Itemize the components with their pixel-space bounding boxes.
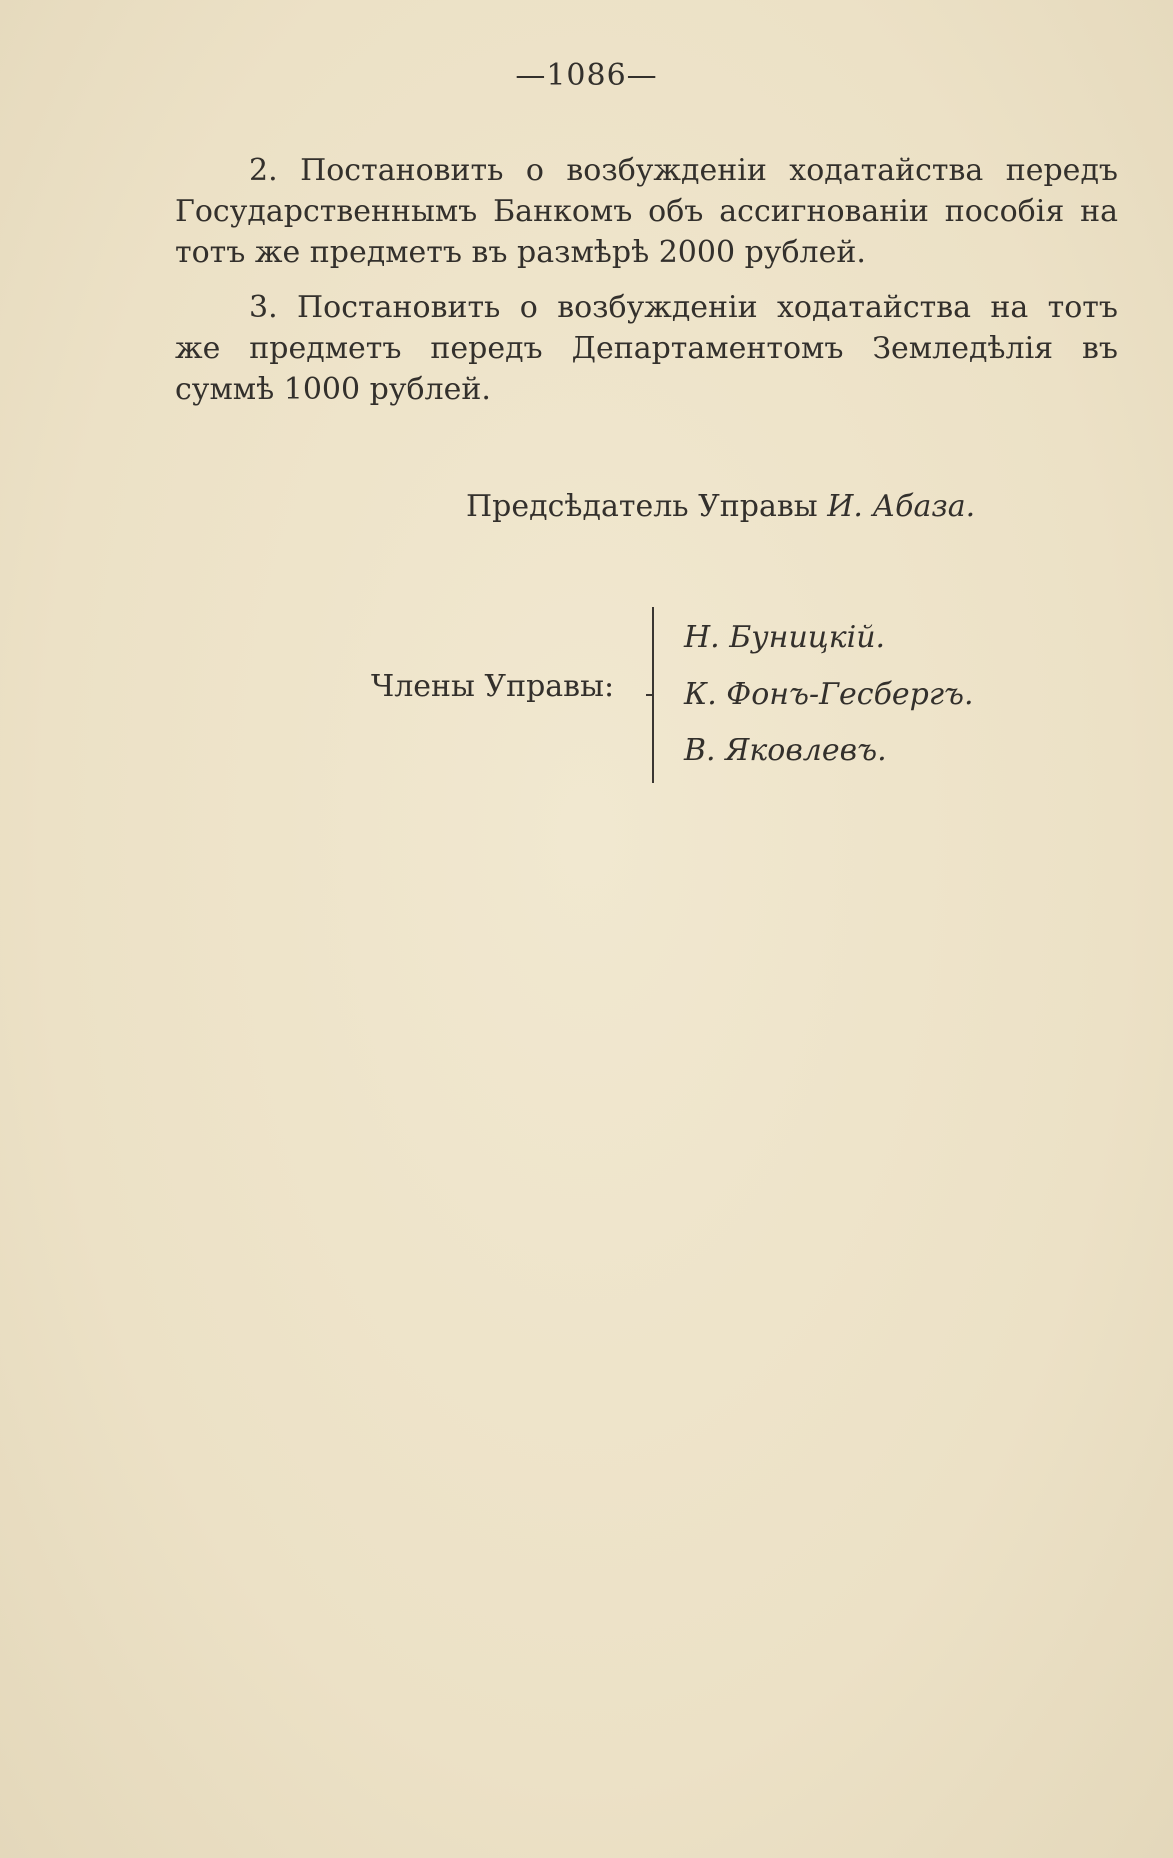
paragraph-3 [175, 287, 1118, 410]
chairman-signature [466, 489, 975, 524]
paragraph-line: суммѣ 1000 рублей. [175, 372, 491, 407]
page-number: —1086— [515, 58, 658, 93]
paragraph-line: 2. Постановить о возбужденіи ходатайства передъ [249, 153, 1118, 188]
paragraph-line: Государственнымъ Банкомъ объ ассигнованіи пособія на [175, 194, 1118, 229]
paragraph-line: же предметъ передъ Департаментомъ Земледѣлія въ [175, 331, 1118, 366]
member-name: К. Фонъ-Гесбергъ. [684, 677, 974, 712]
member-name: Н. Буницкій. [684, 620, 886, 655]
member-name: В. Яковлевъ. [684, 733, 887, 768]
chairman-label: Предсѣдатель Управы [466, 489, 818, 524]
members-brace-nub [646, 694, 653, 696]
paragraph-line: 3. Постановить о возбужденіи ходатайства на тотъ [249, 290, 1118, 325]
paragraph-2 [175, 150, 1118, 273]
paragraph-line: тотъ же предметъ въ размѣрѣ 2000 рублей. [175, 235, 866, 270]
members-label: Члены Управы: [371, 669, 615, 704]
chairman-name: И. Абаза. [827, 489, 976, 524]
